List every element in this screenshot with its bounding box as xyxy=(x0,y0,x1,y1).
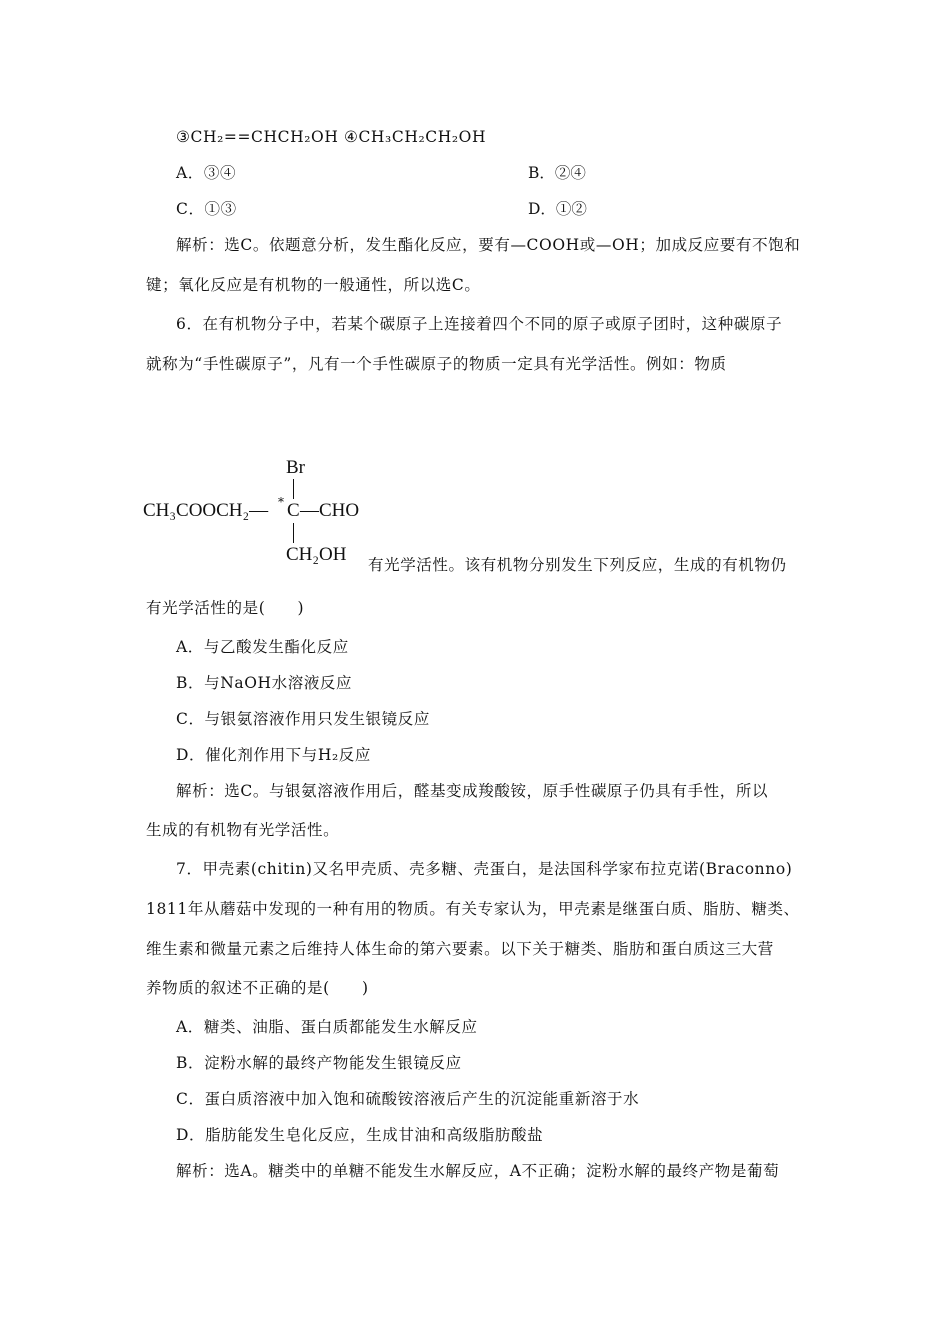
q7-stem-line-3: 维生素和微量元素之后维持人体生命的第六要素。以下关于糖类、脂肪和蛋白质这三大营 xyxy=(146,940,774,958)
q6-analysis-line-2: 生成的有机物有光学活性。 xyxy=(146,821,340,839)
q7-stem-line-1: 7．甲壳素(chitin)又名甲壳质、壳多糖、壳蛋白，是法国科学家布拉克诺(Braconno) xyxy=(176,860,793,878)
q5-analysis-line-2: 键；氧化反应是有机物的一般通性，所以选C。 xyxy=(146,276,481,294)
q5-analysis-line-1: 解析：选C。依题意分析，发生酯化反应，要有—COOH或—OH；加成反应要有不饱和 xyxy=(176,236,801,254)
q6-option-d: D．催化剂作用下与H₂反应 xyxy=(176,746,371,764)
structure-top-group: Br xyxy=(286,457,305,478)
q7-option-c: C．蛋白质溶液中加入饱和硫酸铵溶液后产生的沉淀能重新溶于水 xyxy=(176,1090,640,1108)
structure-left-group: CH₃COOCH₂— xyxy=(143,500,269,521)
q7-stem-line-2: 1811年从蘑菇中发现的一种有用的物质。有关专家认为，甲壳素是继蛋白质、脂肪、糖类、 xyxy=(146,900,800,918)
q6-stem-end: 有光学活性的是( ) xyxy=(146,599,305,617)
q6-option-c: C．与银氨溶液作用只发生银镜反应 xyxy=(176,710,430,728)
q6-stem-line-2: 就称为“手性碳原子”，凡有一个手性碳原子的物质一定具有光学活性。例如：物质 xyxy=(146,355,727,373)
q6-analysis-line-1: 解析：选C。与银氨溶液作用后，醛基变成羧酸铵，原手性碳原子仍具有手性，所以 xyxy=(176,782,769,800)
structure-bond-bottom xyxy=(293,523,294,543)
structure-bond-top xyxy=(293,479,294,499)
q7-option-d: D．脂肪能发生皂化反应，生成甘油和高级脂肪酸盐 xyxy=(176,1126,544,1144)
structure-right-group: —CHO xyxy=(300,500,360,521)
structure-center-atom: C xyxy=(287,500,300,521)
q5-option-d: D．①② xyxy=(528,200,587,218)
q5-option-a: A．③④ xyxy=(176,164,237,182)
q7-stem-line-4: 养物质的叙述不正确的是( ) xyxy=(146,979,369,997)
q5-compounds-line: ③CH₂==CHCH₂OH ④CH₃CH₂CH₂OH xyxy=(176,128,487,146)
q7-option-b: B．淀粉水解的最终产物能发生银镜反应 xyxy=(176,1054,462,1072)
q6-option-b: B．与NaOH水溶液反应 xyxy=(176,674,353,692)
q6-stem-after-structure: 有光学活性。该有机物分别发生下列反应，生成的有机物仍 xyxy=(368,556,787,574)
q5-option-c: C．①③ xyxy=(176,200,237,218)
q7-analysis-line-1: 解析：选A。糖类中的单糖不能发生水解反应，A不正确；淀粉水解的最终产物是葡萄 xyxy=(176,1162,780,1180)
q6-option-a: A．与乙酸发生酯化反应 xyxy=(176,638,349,656)
structure-chiral-mark: * xyxy=(278,495,284,509)
structure-bottom-group: CH₂OH xyxy=(286,544,347,565)
q5-option-b: B．②④ xyxy=(528,164,586,182)
q7-option-a: A．糖类、油脂、蛋白质都能发生水解反应 xyxy=(176,1018,478,1036)
q6-stem-line-1: 6．在有机物分子中，若某个碳原子上连接着四个不同的原子或原子团时，这种碳原子 xyxy=(176,315,783,333)
